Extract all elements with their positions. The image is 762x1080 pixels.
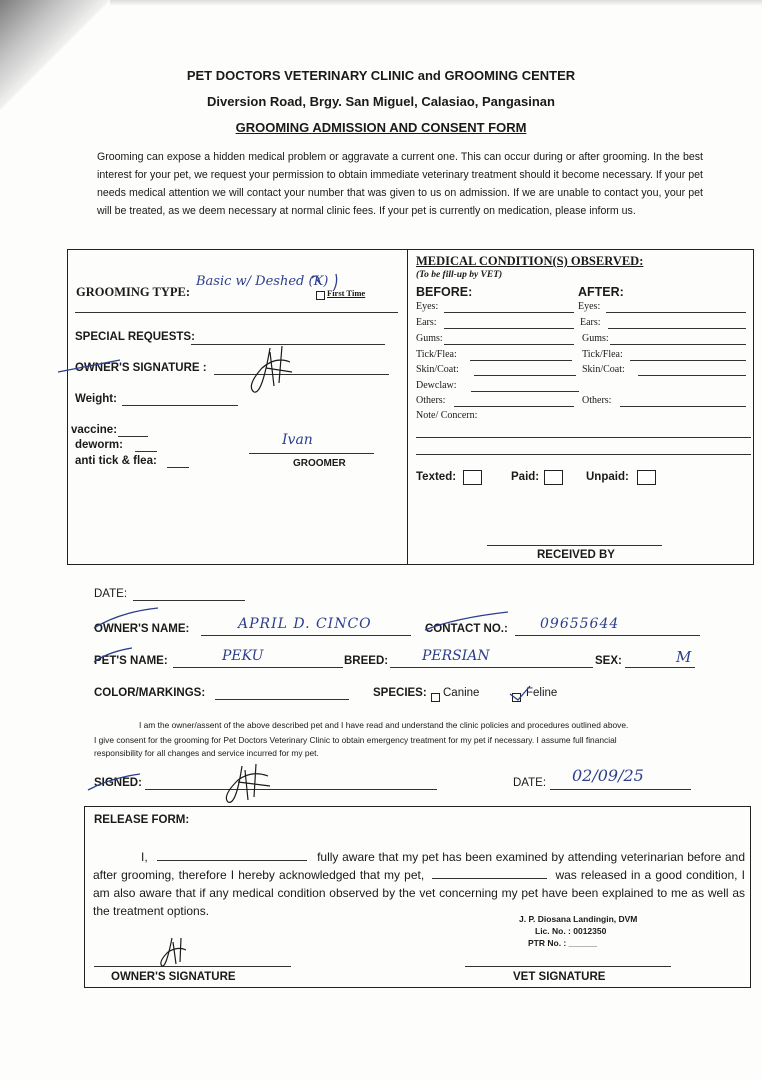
breed-label: BREED:: [344, 655, 389, 667]
note-label: Note/ Concern:: [416, 410, 478, 421]
weight-label: Weight:: [75, 393, 117, 405]
form-title: GROOMING ADMISSION AND CONSENT FORM: [235, 120, 527, 135]
consent-line-2: I give consent for the grooming for Pet Doctors Veterinary Clinic to obtain emergency treatment for my pet if necessary. I assume full financial: [94, 735, 617, 745]
sex-label: SEX:: [595, 655, 622, 667]
unpaid-label: Unpaid:: [586, 471, 629, 483]
consent-signature-mark: [226, 764, 270, 802]
before-field-line[interactable]: [471, 391, 579, 392]
owner-sig-label: OWNER'S SIGNATURE: [111, 971, 236, 983]
before-field-label: Skin/Coat:: [416, 364, 459, 375]
consent-date-value[interactable]: 02/09/25: [572, 766, 644, 785]
signed-label: SIGNED:: [94, 777, 142, 789]
clinic-address: Diversion Road, Brgy. San Miguel, Calasiao, Pangasinan: [207, 94, 555, 109]
pet-name-label: PET'S NAME:: [94, 655, 168, 667]
after-field-line[interactable]: [608, 328, 746, 329]
after-field-label: Tick/Flea:: [582, 349, 623, 360]
before-field-line[interactable]: [444, 312, 574, 313]
grooming-type-label: GROOMING TYPE:: [76, 285, 191, 299]
after-field-label: Others:: [582, 395, 612, 406]
release-signature-mark: [161, 938, 186, 966]
before-field-line[interactable]: [454, 406, 574, 407]
strike-pet-name: [94, 648, 132, 662]
strike-owner-signature: [58, 360, 120, 372]
contact-value[interactable]: 09655644: [540, 616, 620, 632]
texted-label: Texted:: [416, 471, 457, 483]
after-field-label: Skin/Coat:: [582, 364, 625, 375]
contact-label: CONTACT NO.:: [425, 623, 508, 635]
vaccine-label: vaccine:: [71, 424, 118, 436]
strike-owner-name: [94, 608, 158, 628]
consent-line-3: responsibility for all changes and service incurred for my pet.: [94, 748, 319, 758]
after-label: AFTER:: [578, 285, 624, 299]
pet-name-value[interactable]: PEKU: [222, 648, 264, 664]
vet-name-stamp: J. P. Diosana Landingin, DVM: [519, 914, 638, 924]
vet-ptr-no: PTR No. : ______: [528, 938, 597, 948]
owner-signature-label: OWNER'S SIGNATURE :: [75, 362, 207, 374]
before-field-line[interactable]: [470, 360, 572, 361]
before-field-label: Ears:: [416, 317, 437, 328]
vet-lic-no: Lic. No. : 0012350: [535, 926, 607, 936]
owner-name-label: OWNER'S NAME:: [94, 623, 190, 635]
owner-signature-mark: [251, 346, 292, 392]
first-time-label: First Time: [327, 288, 366, 298]
grooming-bracket: [312, 274, 337, 290]
before-field-label: Eyes:: [416, 301, 439, 312]
before-field-line[interactable]: [444, 328, 574, 329]
medical-subtitle: (To be fill-up by VET): [416, 270, 503, 280]
before-field-label: Others:: [416, 395, 446, 406]
before-field-line[interactable]: [444, 344, 574, 345]
groomer-label: GROOMER: [293, 458, 346, 469]
strike-contact: [425, 612, 508, 630]
after-field-line[interactable]: [606, 312, 746, 313]
received-by-label: RECEIVED BY: [537, 549, 615, 561]
after-field-line[interactable]: [630, 360, 746, 361]
clinic-name: PET DOCTORS VETERINARY CLINIC and GROOMING CENTER: [186, 68, 576, 83]
feline-check-mark: [510, 686, 530, 700]
release-title: RELEASE FORM:: [94, 814, 190, 826]
after-field-line[interactable]: [638, 375, 746, 376]
signatures: [161, 346, 292, 966]
after-field-label: Eyes:: [578, 301, 601, 312]
medical-title: MEDICAL CONDITION(S) OBSERVED:: [416, 254, 644, 268]
release-text-a: I,: [141, 850, 148, 864]
before-field-label: Tick/Flea:: [416, 349, 457, 360]
consent-line-1: I am the owner/assent of the above described pet and I have read and understand the clinic policies and procedures outlined above.: [139, 720, 629, 730]
feline-label: Feline: [526, 687, 558, 699]
groomer-name: Ivan: [282, 432, 313, 448]
strike-signed: [88, 774, 140, 790]
date-label: DATE:: [94, 588, 128, 600]
sex-value[interactable]: M: [676, 648, 692, 666]
grooming-type-value[interactable]: Basic w/ Deshed (K): [196, 274, 329, 289]
after-field-line[interactable]: [610, 344, 746, 345]
vet-sig-label: VET SIGNATURE: [513, 971, 606, 983]
anti-tick-label: anti tick & flea:: [75, 455, 157, 467]
consent-date-label: DATE:: [513, 777, 547, 789]
special-requests-label: SPECIAL REQUESTS:: [75, 331, 195, 343]
before-field-line[interactable]: [474, 375, 576, 376]
before-label: BEFORE:: [416, 285, 473, 299]
deworm-label: deworm:: [75, 439, 123, 451]
canine-label: Canine: [443, 687, 480, 699]
breed-value[interactable]: PERSIAN: [422, 648, 490, 664]
species-label: SPECIES:: [373, 687, 427, 699]
before-field-label: Gums:: [416, 333, 443, 344]
before-field-label: Dewclaw:: [416, 380, 457, 391]
color-label: COLOR/MARKINGS:: [94, 687, 206, 699]
paid-label: Paid:: [511, 471, 540, 483]
owner-name-value[interactable]: APRIL D. CINCO: [238, 616, 372, 632]
after-field-label: Ears:: [580, 317, 601, 328]
release-text-b: fully aware that my pet has been examined by attending veterinarian before and after grooming, therefore I hereby acknowledged that my pet,: [93, 850, 745, 882]
after-field-line[interactable]: [620, 406, 746, 407]
intro-paragraph: Grooming can expose a hidden medical problem or aggravate a current one. This can occur during or after grooming. In the best interest for your pet, we request your permission to obtain immediate veterinary treatment should it become necessary. If your pet needs medical attention we will contact your number that was given to us on admission. If we are unable to contact you, your pet will be treated, as we deem necessary at normal clinic fees. If your pet is currently on medication, please inform us.: [97, 151, 703, 217]
release-text-c: was released in a good condition, I am also aware that if any medical condition observed by the vet concerning my pet have been explained to me as well as the treatment options.: [93, 868, 745, 918]
after-field-label: Gums:: [582, 333, 609, 344]
